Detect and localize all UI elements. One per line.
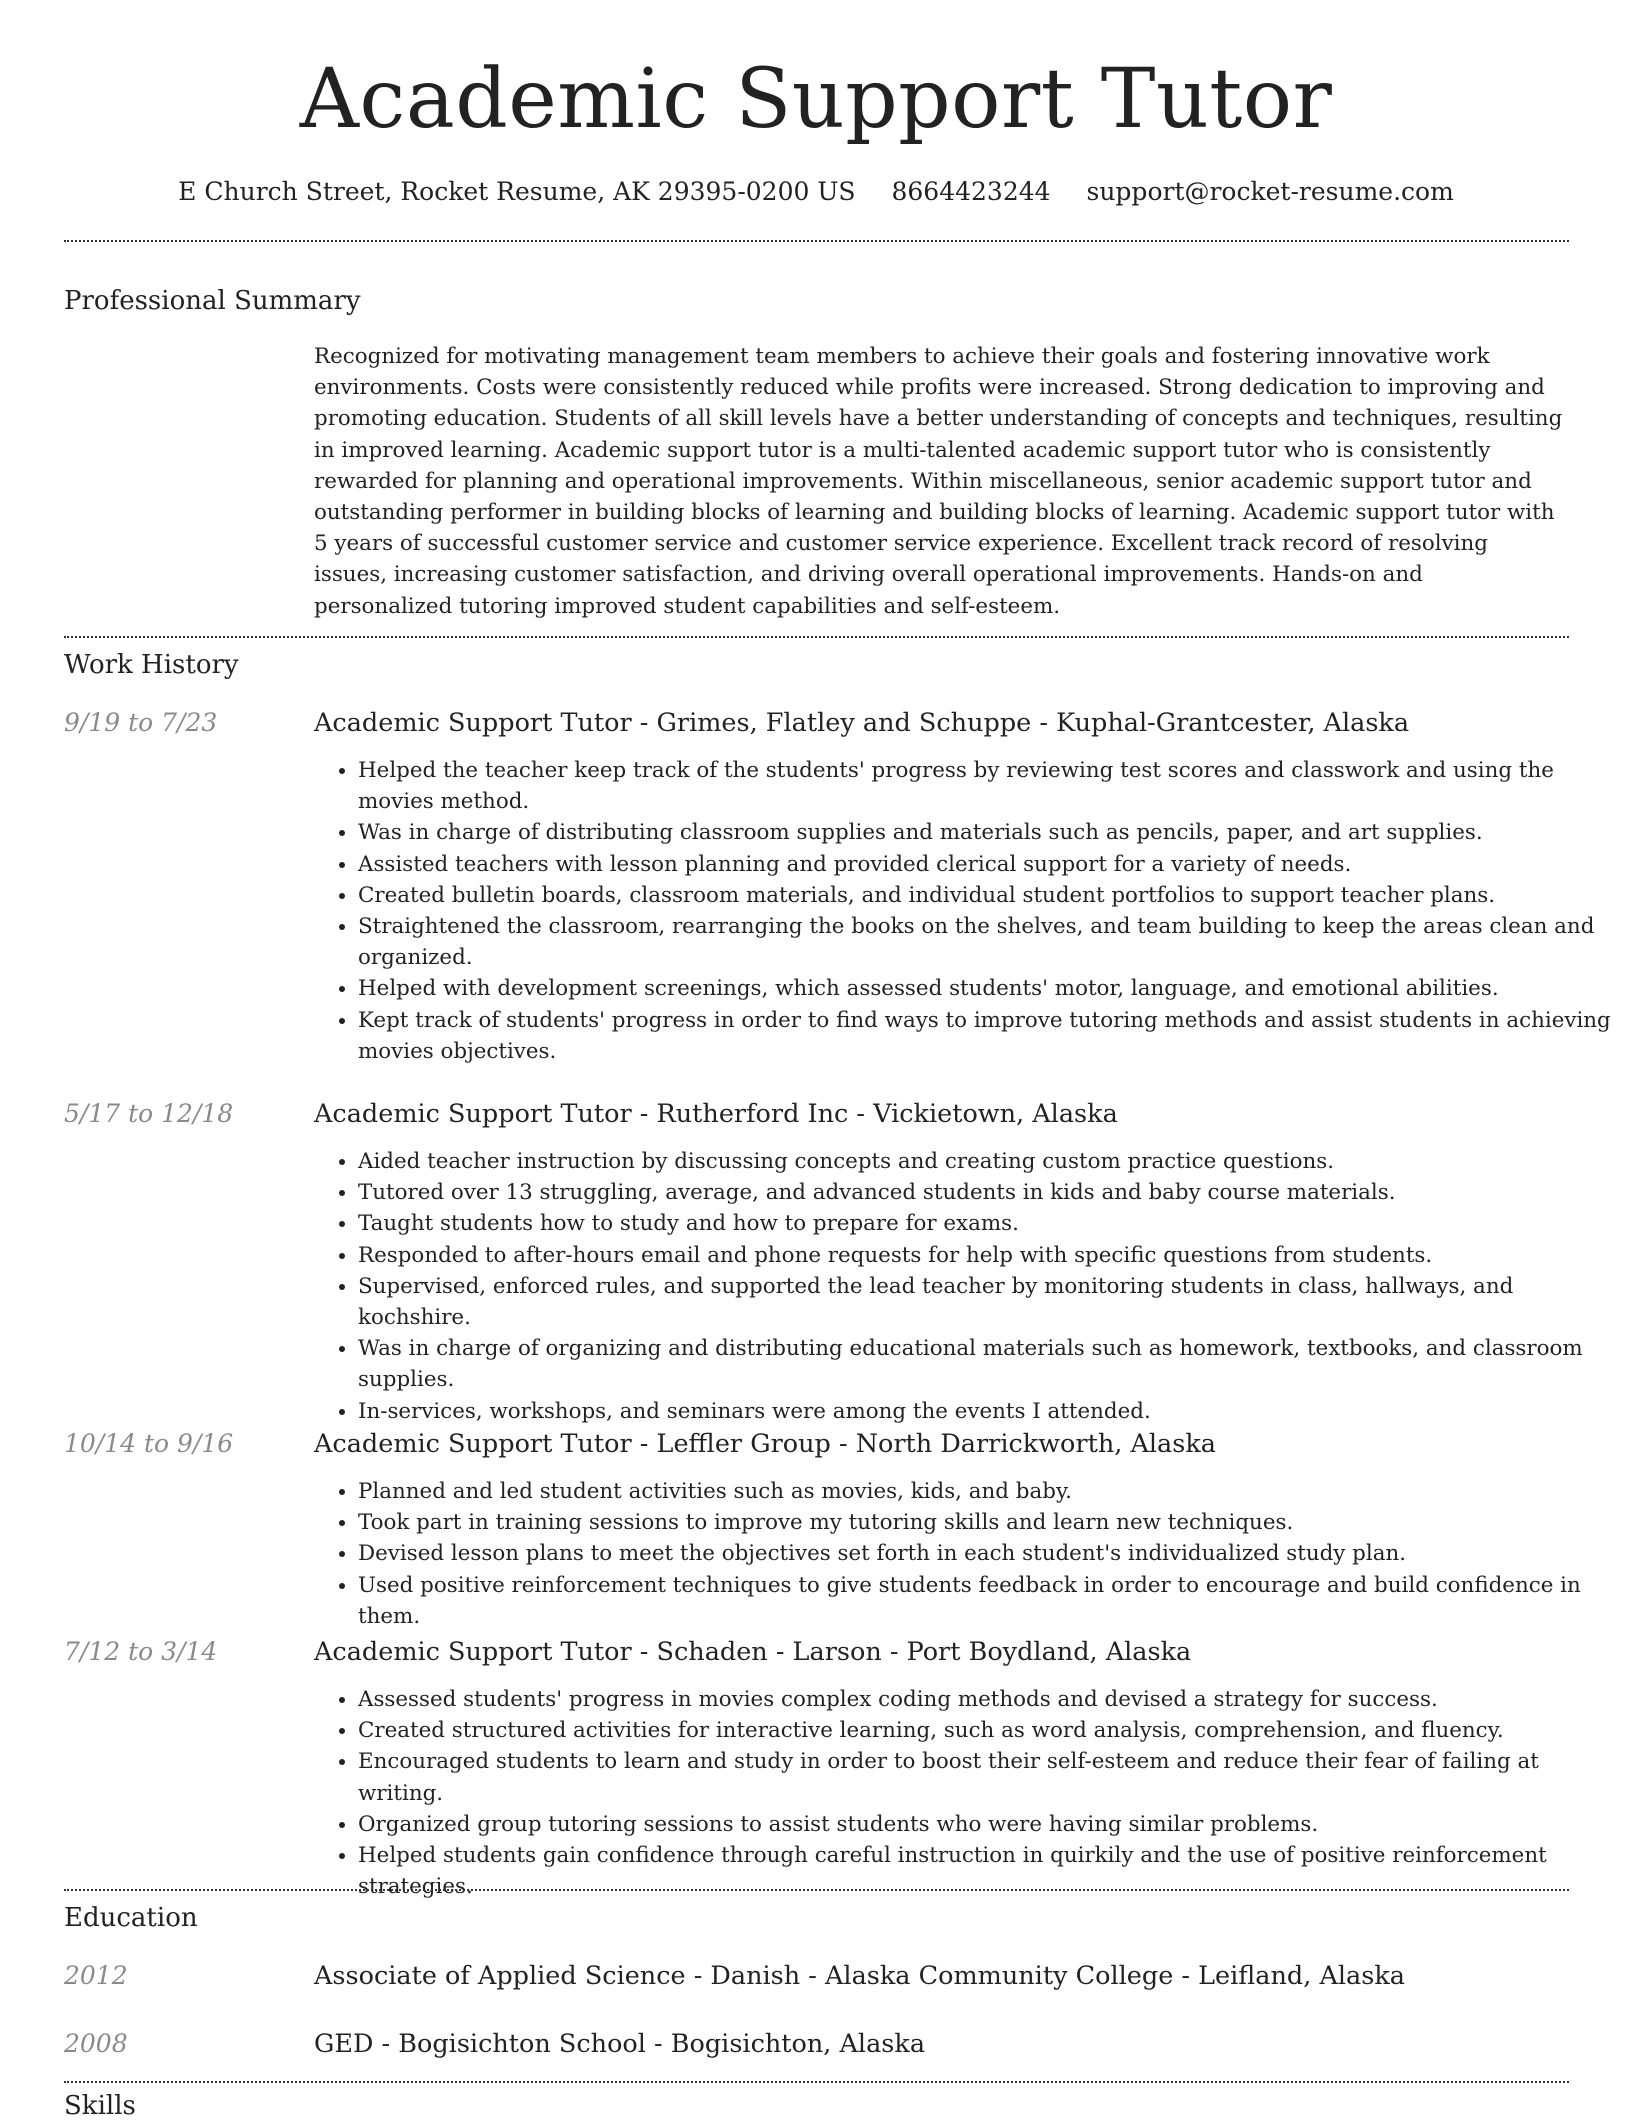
job-bullet: • Created structured activities for interactive learning, such as word analysis, comprehension, and fluency. — [358, 1715, 1613, 1746]
section-divider — [64, 636, 1569, 638]
job-bullet: • Planned and led student activities such as movies, kids, and baby. — [358, 1476, 1613, 1507]
job-bullets — [314, 1476, 1613, 1632]
job-bullet: • Responded to after-hours email and phone requests for help with specific questions from students. — [358, 1240, 1613, 1271]
contact-line — [0, 176, 1632, 208]
job-dates: 7/12 to 3/14 — [64, 1637, 218, 1666]
job-bullet: • Aided teacher instruction by discussing concepts and creating custom practice questions. — [358, 1146, 1613, 1177]
job-bullet: • Took part in training sessions to improve my tutoring skills and learn new techniques. — [358, 1507, 1613, 1538]
job-bullet: • Was in charge of distributing classroom supplies and materials such as pencils, paper, and art supplies. — [358, 817, 1613, 848]
job-bullet: • Taught students how to study and how to prepare for exams. — [358, 1208, 1613, 1239]
job-bullet: • Supervised, enforced rules, and supported the lead teacher by monitoring students in class, hallways, and kochshire. — [358, 1271, 1613, 1333]
resume-header — [0, 0, 1632, 208]
job-bullet: • Helped the teacher keep track of the students' progress by reviewing test scores and classwork and using the movies method. — [358, 755, 1613, 817]
job-bullet: • Encouraged students to learn and study in order to boost their self-esteem and reduce their fear of failing at writing. — [358, 1746, 1613, 1808]
job-title: Academic Support Tutor - Grimes, Flatley and Schuppe - Kuphal-Grantcester, Alaska — [314, 708, 1410, 738]
skills-heading: Skills — [64, 2091, 136, 2121]
candidate-name: Academic Support Tutor — [299, 52, 1333, 147]
summary-heading: Professional Summary — [64, 286, 361, 316]
education-year: 2008 — [64, 2029, 128, 2058]
job-bullets — [314, 1146, 1613, 1427]
section-divider — [64, 1889, 1569, 1891]
job-bullet: • Assessed students' progress in movies complex coding methods and devised a strategy for success. — [358, 1684, 1613, 1715]
job-bullet: • Straightened the classroom, rearranging the books on the shelves, and team building to keep the areas clean and organized. — [358, 911, 1613, 973]
education-detail: GED - Bogisichton School - Bogisichton, Alaska — [314, 2029, 926, 2059]
job-bullet: • Used positive reinforcement techniques to give students feedback in order to encourage and build confidence in them. — [358, 1570, 1613, 1632]
job-bullet: • Assisted teachers with lesson planning and provided clerical support for a variety of needs. — [358, 849, 1613, 880]
contact-phone: 8664423244 — [891, 177, 1051, 206]
job-title: Academic Support Tutor - Schaden - Larson - Port Boydland, Alaska — [314, 1637, 1192, 1667]
job-bullets — [314, 755, 1613, 1067]
job-title: Academic Support Tutor - Leffler Group - North Darrickworth, Alaska — [314, 1429, 1217, 1459]
education-heading: Education — [64, 1903, 198, 1933]
job-bullet: • Was in charge of organizing and distributing educational materials such as homework, textbooks, and classroom supplies. — [358, 1333, 1613, 1395]
section-divider — [64, 240, 1569, 242]
job-title: Academic Support Tutor - Rutherford Inc - Vickietown, Alaska — [314, 1099, 1118, 1129]
job-bullet: • Helped with development screenings, which assessed students' motor, language, and emotional abilities. — [358, 973, 1613, 1004]
job-bullets — [314, 1684, 1613, 1902]
education-year: 2012 — [64, 1961, 128, 1990]
job-bullet: • Kept track of students' progress in order to find ways to improve tutoring methods and assist students in achieving movies objectives. — [358, 1005, 1613, 1067]
education-detail: Associate of Applied Science - Danish - Alaska Community College - Leifland, Alaska — [314, 1961, 1405, 1991]
contact-email: support@rocket-resume.com — [1086, 177, 1454, 206]
section-divider — [64, 2081, 1569, 2083]
job-dates: 9/19 to 7/23 — [64, 708, 218, 737]
job-bullet: • Created bulletin boards, classroom materials, and individual student portfolios to support teacher plans. — [358, 880, 1613, 911]
job-bullet: • Devised lesson plans to meet the objectives set forth in each student's individualized study plan. — [358, 1538, 1613, 1569]
contact-address: E Church Street, Rocket Resume, AK 29395-0200 US — [178, 177, 856, 206]
job-dates: 10/14 to 9/16 — [64, 1429, 234, 1458]
job-bullet: • In-services, workshops, and seminars were among the events I attended. — [358, 1396, 1613, 1427]
summary-text: Recognized for motivating management team members to achieve their goals and fostering innovative work environments. Costs were consistently reduced while profits were increased. Strong dedication to improving and promoting education. Students of all skill levels have a better understanding of concepts and techniques, resulting in improved learning. Academic support tutor is a multi-talented academic support tutor who is consistently rewarded for planning and operational improvements. Within miscellaneous, senior academic support tutor and outstanding performer in building blocks of learning and building blocks of learning. Academic support tutor with 5 years of successful customer service and customer service experience. Excellent track record of resolving issues, increasing customer satisfaction, and driving overall operational improvements. Hands-on and personalized tutoring improved student capabilities and self-esteem. — [314, 344, 1563, 619]
job-bullet: • Tutored over 13 struggling, average, and advanced students in kids and baby course materials. — [358, 1177, 1613, 1208]
work-history-heading: Work History — [64, 650, 239, 680]
job-bullet: • Organized group tutoring sessions to assist students who were having similar problems. — [358, 1809, 1613, 1840]
job-dates: 5/17 to 12/18 — [64, 1099, 234, 1128]
job-bullet: • Helped students gain confidence through careful instruction in quirkily and the use of positive reinforcement strategies. — [358, 1840, 1613, 1902]
